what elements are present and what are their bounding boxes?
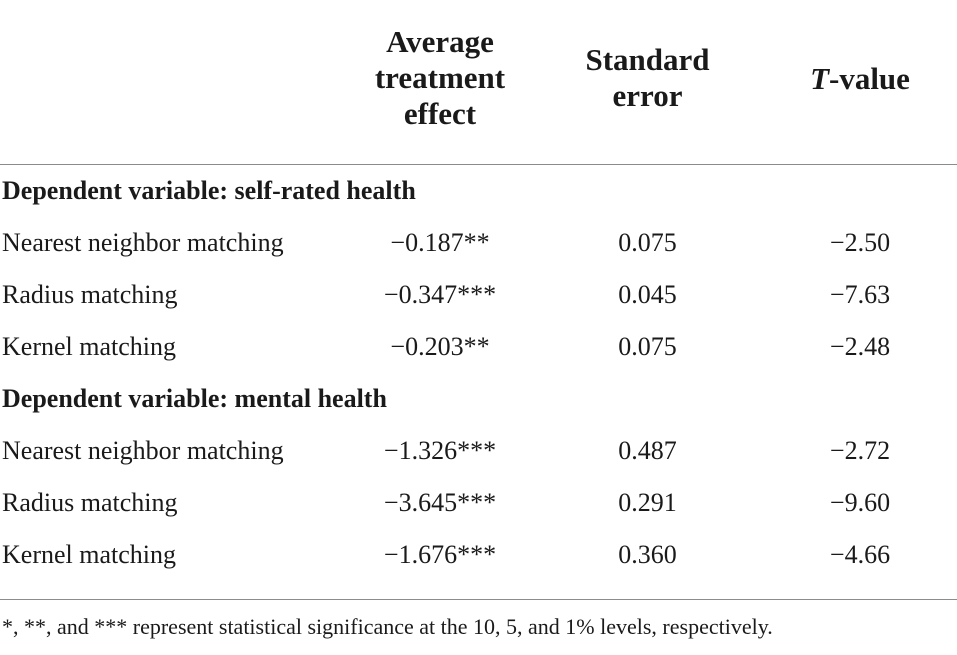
section-title-self-rated-health: Dependent variable: self-rated health	[2, 176, 416, 205]
section-title-mental-health: Dependent variable: mental health	[2, 384, 387, 413]
ate-value: −1.676***	[383, 540, 497, 569]
ate-value: −0.347***	[383, 280, 497, 309]
column-header-t-value: T-value	[810, 61, 910, 96]
table-footnote: *, **, and *** represent statistical significance at the 10, 5, and 1% levels, respectively.	[2, 614, 773, 639]
row-label: Kernel matching	[2, 332, 176, 361]
se-value: 0.045	[618, 280, 677, 309]
table-row	[0, 425, 957, 477]
ate-value: −0.203**	[390, 332, 490, 361]
ate-value: −0.187**	[390, 228, 490, 257]
se-value: 0.291	[618, 488, 677, 517]
footer-rule	[0, 599, 957, 600]
t-value: −7.63	[829, 280, 891, 309]
table-row	[0, 217, 957, 269]
column-header-average-treatment-effect: Average treatment effect	[374, 24, 506, 131]
row-label: Radius matching	[2, 488, 178, 517]
se-value: 0.075	[618, 228, 677, 257]
ate-value: −1.326***	[383, 436, 497, 465]
row-label: Radius matching	[2, 280, 178, 309]
t-value: −9.60	[829, 488, 891, 517]
t-value: −4.66	[829, 540, 891, 569]
table-row	[0, 529, 957, 581]
table-row	[0, 321, 957, 373]
column-header-standard-error: Standard error	[585, 42, 710, 113]
t-value: −2.48	[829, 332, 891, 361]
se-value: 0.360	[618, 540, 677, 569]
row-label: Nearest neighbor matching	[2, 436, 284, 465]
table-row	[0, 477, 957, 529]
row-label: Kernel matching	[2, 540, 176, 569]
ate-value: −3.645***	[383, 488, 497, 517]
t-value: −2.72	[829, 436, 891, 465]
row-label: Nearest neighbor matching	[2, 228, 284, 257]
table-header	[0, 0, 957, 164]
table-row	[0, 269, 957, 321]
se-value: 0.487	[618, 436, 677, 465]
se-value: 0.075	[618, 332, 677, 361]
t-value: −2.50	[829, 228, 891, 257]
